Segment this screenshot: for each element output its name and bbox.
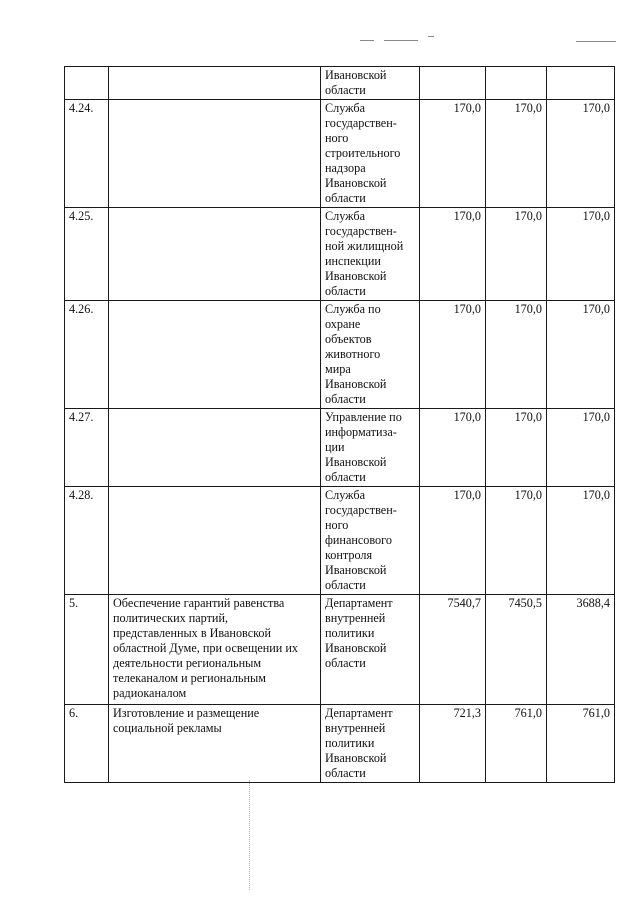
year2-amount-cell: 170,0 [486,409,547,487]
executor-cell: Ивановской области [321,67,420,100]
year2-amount-cell: 170,0 [486,487,547,595]
year3-amount-cell: 3688,4 [547,595,615,705]
table-row [65,487,615,595]
row-number-cell [65,67,109,100]
table-row [65,301,615,409]
measure-cell [109,409,321,487]
scan-speck [384,40,418,41]
budget-table [64,66,615,783]
row-number-cell: 4.24. [65,100,109,208]
year3-amount-cell: 170,0 [547,100,615,208]
scan-speck [360,40,374,41]
row-number-cell: 4.27. [65,409,109,487]
table-row [65,409,615,487]
year1-amount-cell [420,67,486,100]
year3-amount-cell: 170,0 [547,409,615,487]
year3-amount-cell: 761,0 [547,705,615,783]
year1-amount-cell: 721,3 [420,705,486,783]
measure-cell [109,208,321,301]
year2-amount-cell [486,67,547,100]
executor-cell: Департамент внутренней политики Ивановской области [321,595,420,705]
executor-cell: Служба по охране объектов животного мира Ивановской области [321,301,420,409]
year2-amount-cell: 761,0 [486,705,547,783]
measure-cell: Изготовление и размещение социальной рекламы [109,705,321,783]
year1-amount-cell: 170,0 [420,409,486,487]
scan-speck [428,36,434,37]
year3-amount-cell [547,67,615,100]
table-row [65,705,615,783]
year3-amount-cell: 170,0 [547,487,615,595]
year3-amount-cell: 170,0 [547,301,615,409]
year1-amount-cell: 170,0 [420,100,486,208]
executor-cell: Служба государствен- ной жилищной инспекции Ивановской области [321,208,420,301]
year2-amount-cell: 170,0 [486,100,547,208]
year1-amount-cell: 7540,7 [420,595,486,705]
year3-amount-cell: 170,0 [547,208,615,301]
row-number-cell: 4.25. [65,208,109,301]
executor-cell: Управление по информатиза- ции Ивановской области [321,409,420,487]
table-row [65,208,615,301]
fold-line [249,780,250,890]
executor-cell: Служба государствен- ного финансового контроля Ивановской области [321,487,420,595]
executor-cell: Служба государствен- ного строительного надзора Ивановской области [321,100,420,208]
year2-amount-cell: 170,0 [486,301,547,409]
row-number-cell: 5. [65,595,109,705]
year1-amount-cell: 170,0 [420,487,486,595]
year1-amount-cell: 170,0 [420,301,486,409]
measure-cell: Обеспечение гарантий равенства политических партий, представленных в Ивановской областной Думе, при освещении их деятельности региональным телеканалом и региональным радиоканалом [109,595,321,705]
year2-amount-cell: 7450,5 [486,595,547,705]
year2-amount-cell: 170,0 [486,208,547,301]
row-number-cell: 4.28. [65,487,109,595]
year1-amount-cell: 170,0 [420,208,486,301]
table-row [65,100,615,208]
measure-cell [109,100,321,208]
measure-cell [109,301,321,409]
table-row [65,595,615,705]
scan-speck [576,41,616,42]
row-number-cell: 6. [65,705,109,783]
measure-cell [109,67,321,100]
measure-cell [109,487,321,595]
executor-cell: Департамент внутренней политики Ивановской области [321,705,420,783]
row-number-cell: 4.26. [65,301,109,409]
table-row [65,67,615,100]
